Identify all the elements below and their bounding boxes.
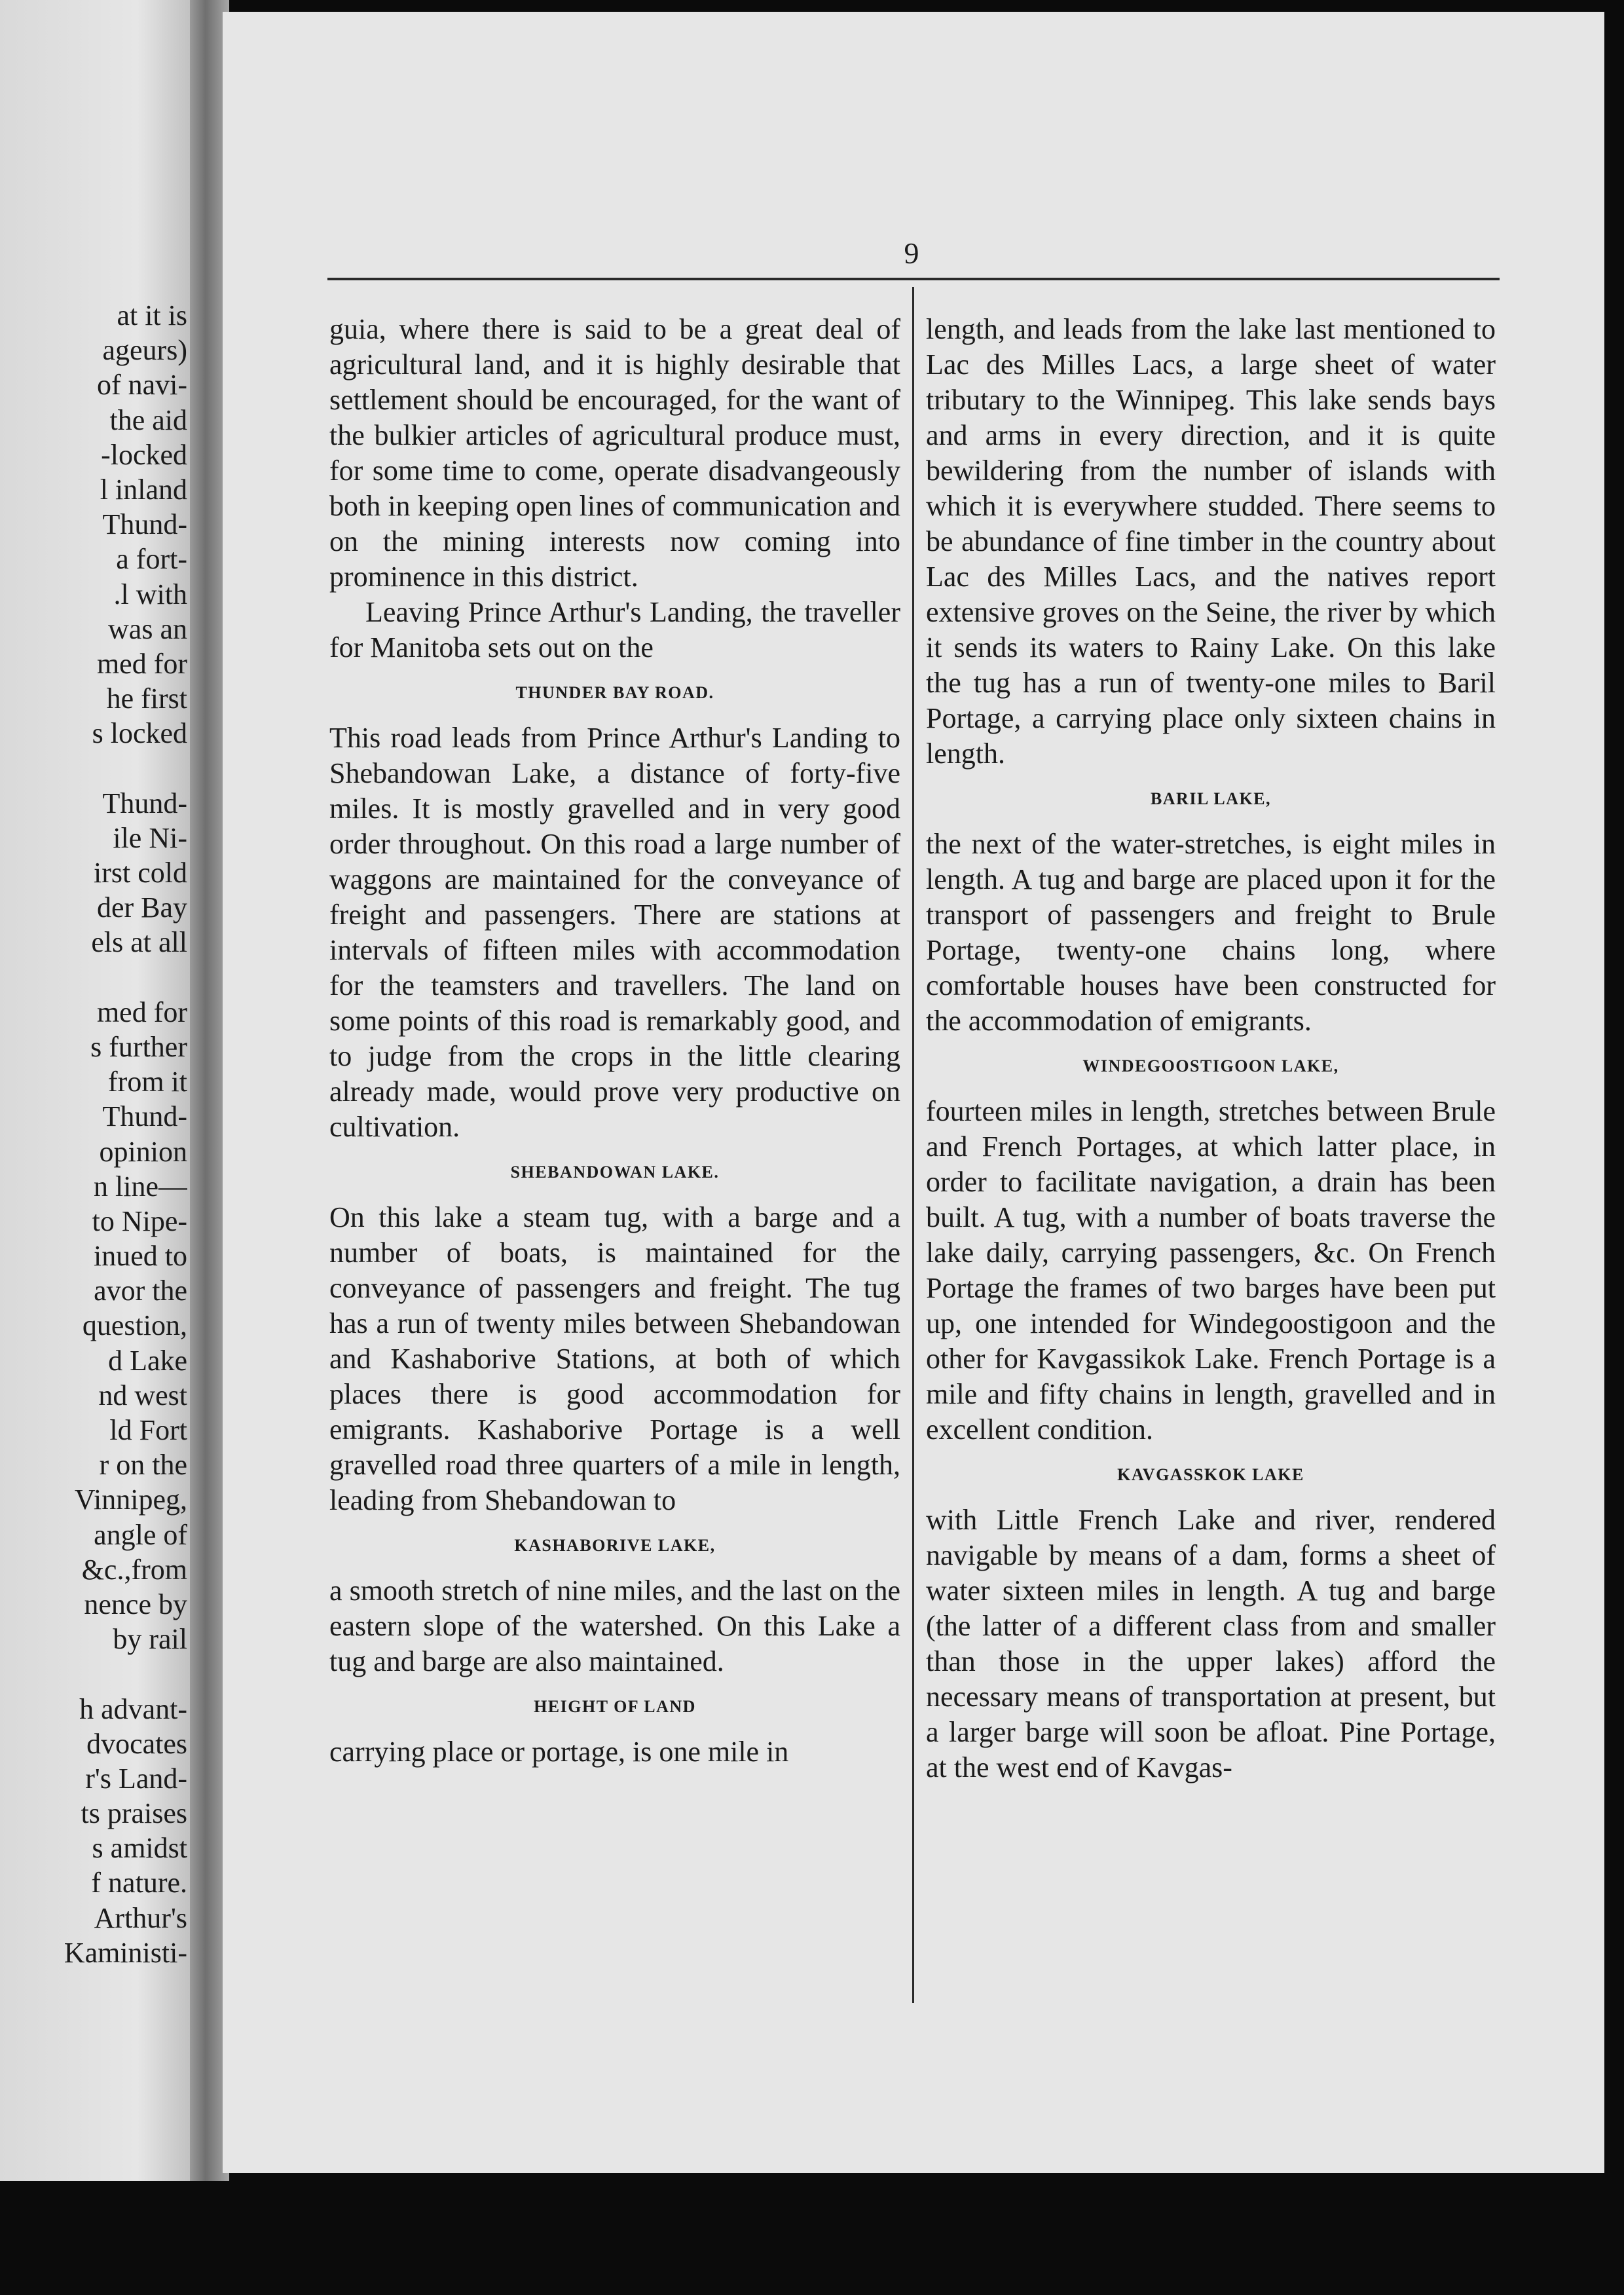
facing-page-line: Thund- <box>102 787 187 819</box>
facing-page-line: a fort- <box>116 543 187 576</box>
facing-page-line: r on the <box>99 1449 187 1482</box>
facing-page-line: Thund- <box>102 1100 187 1133</box>
facing-page-text <box>0 298 187 1970</box>
page-number: 9 <box>904 236 919 270</box>
facing-page-line: he first <box>106 682 187 715</box>
facing-page-line: nd west <box>98 1379 187 1411</box>
facing-page-line <box>0 751 187 785</box>
facing-page-line: was an <box>108 612 187 645</box>
facing-page-line: s locked <box>92 717 187 750</box>
facing-page-line: ile Ni- <box>113 821 187 854</box>
facing-page-line: by rail <box>113 1623 187 1656</box>
facing-page-line: &c.,from <box>81 1553 187 1586</box>
facing-page-line: Vinnipeg, <box>74 1483 187 1516</box>
paragraph: the next of the water-stretches, is eight miles in length. A tug and barge are placed upon it for the transport of passengers and freight to Brule Portage, twenty-one chains long, where comfortable houses have been constructed for the accommodation of emigrants. <box>926 828 1496 1037</box>
paragraph: a smooth stretch of nine miles, and the last on the eastern slope of the watershed. On this Lake a tug and barge are also maintained. <box>329 1575 900 1677</box>
facing-page-line: irst cold <box>94 857 187 889</box>
header-rule <box>327 278 1500 280</box>
facing-page-line: s further <box>90 1030 187 1063</box>
facing-page-line: .l with <box>113 578 187 610</box>
facing-page-line <box>0 1656 187 1691</box>
facing-page-line: inued to <box>94 1240 187 1273</box>
facing-page-line: nence by <box>84 1588 187 1620</box>
facing-page-line: Kaministi- <box>64 1936 187 1969</box>
paragraph: This road leads from Prince Arthur's Landing to Shebandowan Lake, a distance of forty-five miles. It is mostly gravelled and in very good order throughout. On this road a large number of waggons are maintained for the conveyance of freight and passengers. There are stations at intervals of fifteen miles with accommodation for the teamsters and travellers. The land on some points of this road is remarkably good, and to judge from the crops in the little clearing already made, would prove very productive on cultivation. <box>329 722 900 1143</box>
facing-page-line: at it is <box>117 299 187 331</box>
paragraph: On this lake a steam tug, with a barge and a number of boats, is maintained for the conveyance of passengers and freight. The tug has a run of twenty miles between Shebandowan and Kashaborive Stations, at both of which places there is good accommodation for emigrants. Kashaborive Portage is a well gravelled road three quarters of a mile in length, leading from Shebandowan to <box>329 1201 900 1516</box>
facing-page-line: -locked <box>101 438 187 471</box>
paragraph: carrying place or portage, is one mile in <box>329 1736 789 1768</box>
facing-page-line: med for <box>96 647 187 680</box>
facing-page-line: Thund- <box>102 508 187 541</box>
facing-page-line: from it <box>108 1066 187 1098</box>
section-heading: BARIL LAKE, <box>1150 789 1272 808</box>
facing-page-line: n line— <box>94 1170 187 1203</box>
facing-page-line: d Lake <box>108 1344 187 1377</box>
facing-page-line: dvocates <box>86 1727 187 1760</box>
facing-page-line: ageurs) <box>102 334 187 367</box>
paragraph: fourteen miles in length, stretches between Brule and French Portages, at which latter place, in order to facilitate navigation, a drain has been built. A tug, with a number of boats traverse the lake daily, carrying passengers, &c. On French Portage the frames of two barges have been put up, one intended for Windegoostigoon and the other for Kavgassikok Lake. French Portage is a mile and fifty chains in length, gravelled and in excellent condition. <box>926 1095 1496 1446</box>
scan-border <box>0 2181 1624 2295</box>
facing-page-line: question, <box>82 1309 187 1342</box>
facing-page <box>0 0 196 2295</box>
facing-page-line: f nature. <box>91 1867 187 1899</box>
section-heading: KAVGASSKOK LAKE <box>1117 1465 1304 1484</box>
facing-page-line: ts praises <box>81 1797 187 1830</box>
facing-page-line <box>0 960 187 995</box>
right-column <box>926 312 1496 1785</box>
facing-page-line: der Bay <box>96 891 187 924</box>
facing-page-line: l inland <box>100 473 187 506</box>
section-heading: KASHABORIVE LAKE, <box>514 1536 716 1555</box>
facing-page-line: ld Fort <box>109 1414 187 1446</box>
facing-page-line: els at all <box>91 926 187 959</box>
paragraph: length, and leads from the lake last mentioned to Lac des Milles Lacs, a large sheet of water tributary to the Winnipeg. This lake sends bays and arms in every direction, and it is quite bewildering from the number of islands with which it is everywhere studded. There seems to be abundance of fine timber in the country about Lac des Milles Lacs, and the natives report extensive groves on the Seine, the river by which it sends its waters to Rainy Lake. On this lake the tug has a run of twenty-one miles to Baril Portage, a carrying place only sixteen chains in length. <box>926 313 1496 770</box>
facing-page-line: med for <box>96 996 187 1028</box>
paragraph: Leaving Prince Arthur's Landing, the traveller for Manitoba sets out on the <box>329 596 900 663</box>
section-heading: THUNDER BAY ROAD. <box>515 683 714 702</box>
facing-page-line: the aid <box>109 403 187 436</box>
section-heading: SHEBANDOWAN LAKE. <box>510 1163 720 1182</box>
facing-page-line: to Nipe- <box>92 1204 187 1237</box>
paragraph: guia, where there is said to be a great deal of agricultural land, and it is highly desirable that settlement should be encouraged, for the want of the bulkier articles of agricultural produce must, for some time to come, operate disadvangeously both in keeping open lines of communication and on the mining interests now coming into prominence in this district. <box>329 313 900 593</box>
facing-page-line: angle of <box>94 1518 187 1551</box>
section-heading: HEIGHT OF LAND <box>534 1697 696 1716</box>
column-divider <box>912 287 914 2003</box>
facing-page-line: Arthur's <box>94 1901 187 1934</box>
facing-page-line: of navi- <box>96 369 187 401</box>
left-column <box>329 312 900 1770</box>
facing-page-line: h advant- <box>79 1692 187 1725</box>
section-heading: WINDEGOOSTIGOON LAKE, <box>1082 1056 1339 1075</box>
facing-page-line: avor the <box>94 1275 187 1307</box>
facing-page-line: s amidst <box>92 1832 187 1865</box>
facing-page-line: opinion <box>99 1135 187 1168</box>
paragraph: with Little French Lake and river, rendered navigable by means of a dam, forms a sheet of water sixteen miles in length. A tug and barge (the latter of a different class from and smaller than those in the upper lakes) afford the necessary means of transportation at present, but a larger barge will soon be afloat. Pine Portage, at the west end of Kavgas- <box>926 1504 1496 1783</box>
facing-page-line: r's Land- <box>85 1762 187 1795</box>
